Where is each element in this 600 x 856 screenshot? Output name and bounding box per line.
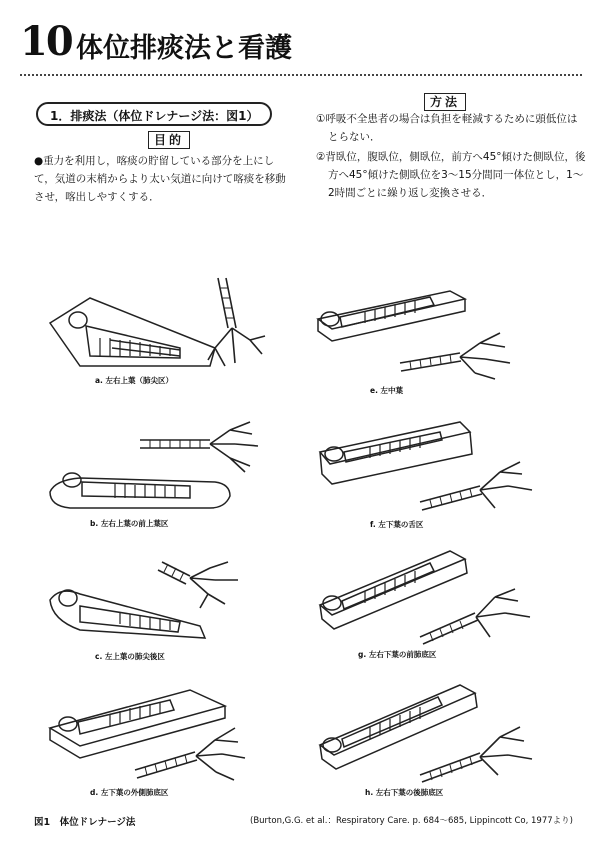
method-heading: 方法 — [424, 93, 466, 111]
figure-d — [40, 680, 280, 795]
section-title: 1．排痰法（体位ドレナージ法：図1） — [36, 102, 272, 126]
figure-b-caption: b. 左右上葉の前上葉区 — [90, 519, 169, 528]
figure-d-caption: d. 左下葉の外側肺底区 — [90, 788, 169, 797]
figure-a-illustration — [40, 268, 280, 373]
method-item: ①呼吸不全患者の場合は負担を軽減するために頭低位はとらない． — [316, 113, 578, 143]
figure-f — [310, 412, 570, 530]
figure-e-illustration — [310, 275, 570, 385]
figure-b — [40, 410, 280, 528]
figure-c-illustration — [40, 550, 280, 650]
figure-d-illustration — [40, 680, 280, 785]
figure-g-illustration — [310, 545, 570, 653]
figure-a-caption: a. 左右上葉（肺尖区） — [95, 376, 174, 385]
figure-f-illustration — [310, 412, 570, 517]
figure-g — [310, 545, 570, 663]
figure-g-caption: g. 左右下葉の前肺底区 — [358, 650, 437, 659]
purpose-heading: 目的 — [148, 131, 190, 149]
chapter-number: 10 — [20, 18, 72, 65]
figure-e-caption: e. 左中葉 — [370, 386, 404, 395]
figure-c-caption: c. 左上葉の肺尖後区 — [95, 652, 165, 661]
figure-b-illustration — [40, 410, 280, 515]
chapter-title: 体位排痰法と看護 — [76, 33, 292, 64]
figure-label: 図1 体位ドレナージ法 — [34, 817, 136, 828]
method-item: ②背臥位，腹臥位，側臥位，前方へ45°傾けた側臥位，後方へ45°傾けた側臥位を3～15分間同一体位とし，1～2時間ごとに繰り返し変換させる． — [316, 151, 586, 199]
figure-a — [40, 268, 280, 383]
figure-h — [310, 675, 570, 797]
figure-f-caption: f. 左下葉の舌区 — [370, 520, 424, 529]
figure-e — [310, 275, 570, 395]
figure-h-caption: h. 左右下葉の後肺底区 — [365, 788, 444, 797]
purpose-text: ●重力を利用し，喀痰の貯留している部分を上にして，気道の末梢からより太い気道に向けて喀痰を移動させ，喀出しやすくする． — [34, 155, 286, 203]
method-list — [316, 110, 586, 204]
figure-h-illustration — [310, 675, 570, 785]
citation: (Burton,G.G. et al.：Respiratory Care. p. 684～685, Lippincott Co, 1977より) — [250, 816, 573, 826]
title-rule — [20, 74, 582, 76]
figure-c — [40, 550, 280, 660]
